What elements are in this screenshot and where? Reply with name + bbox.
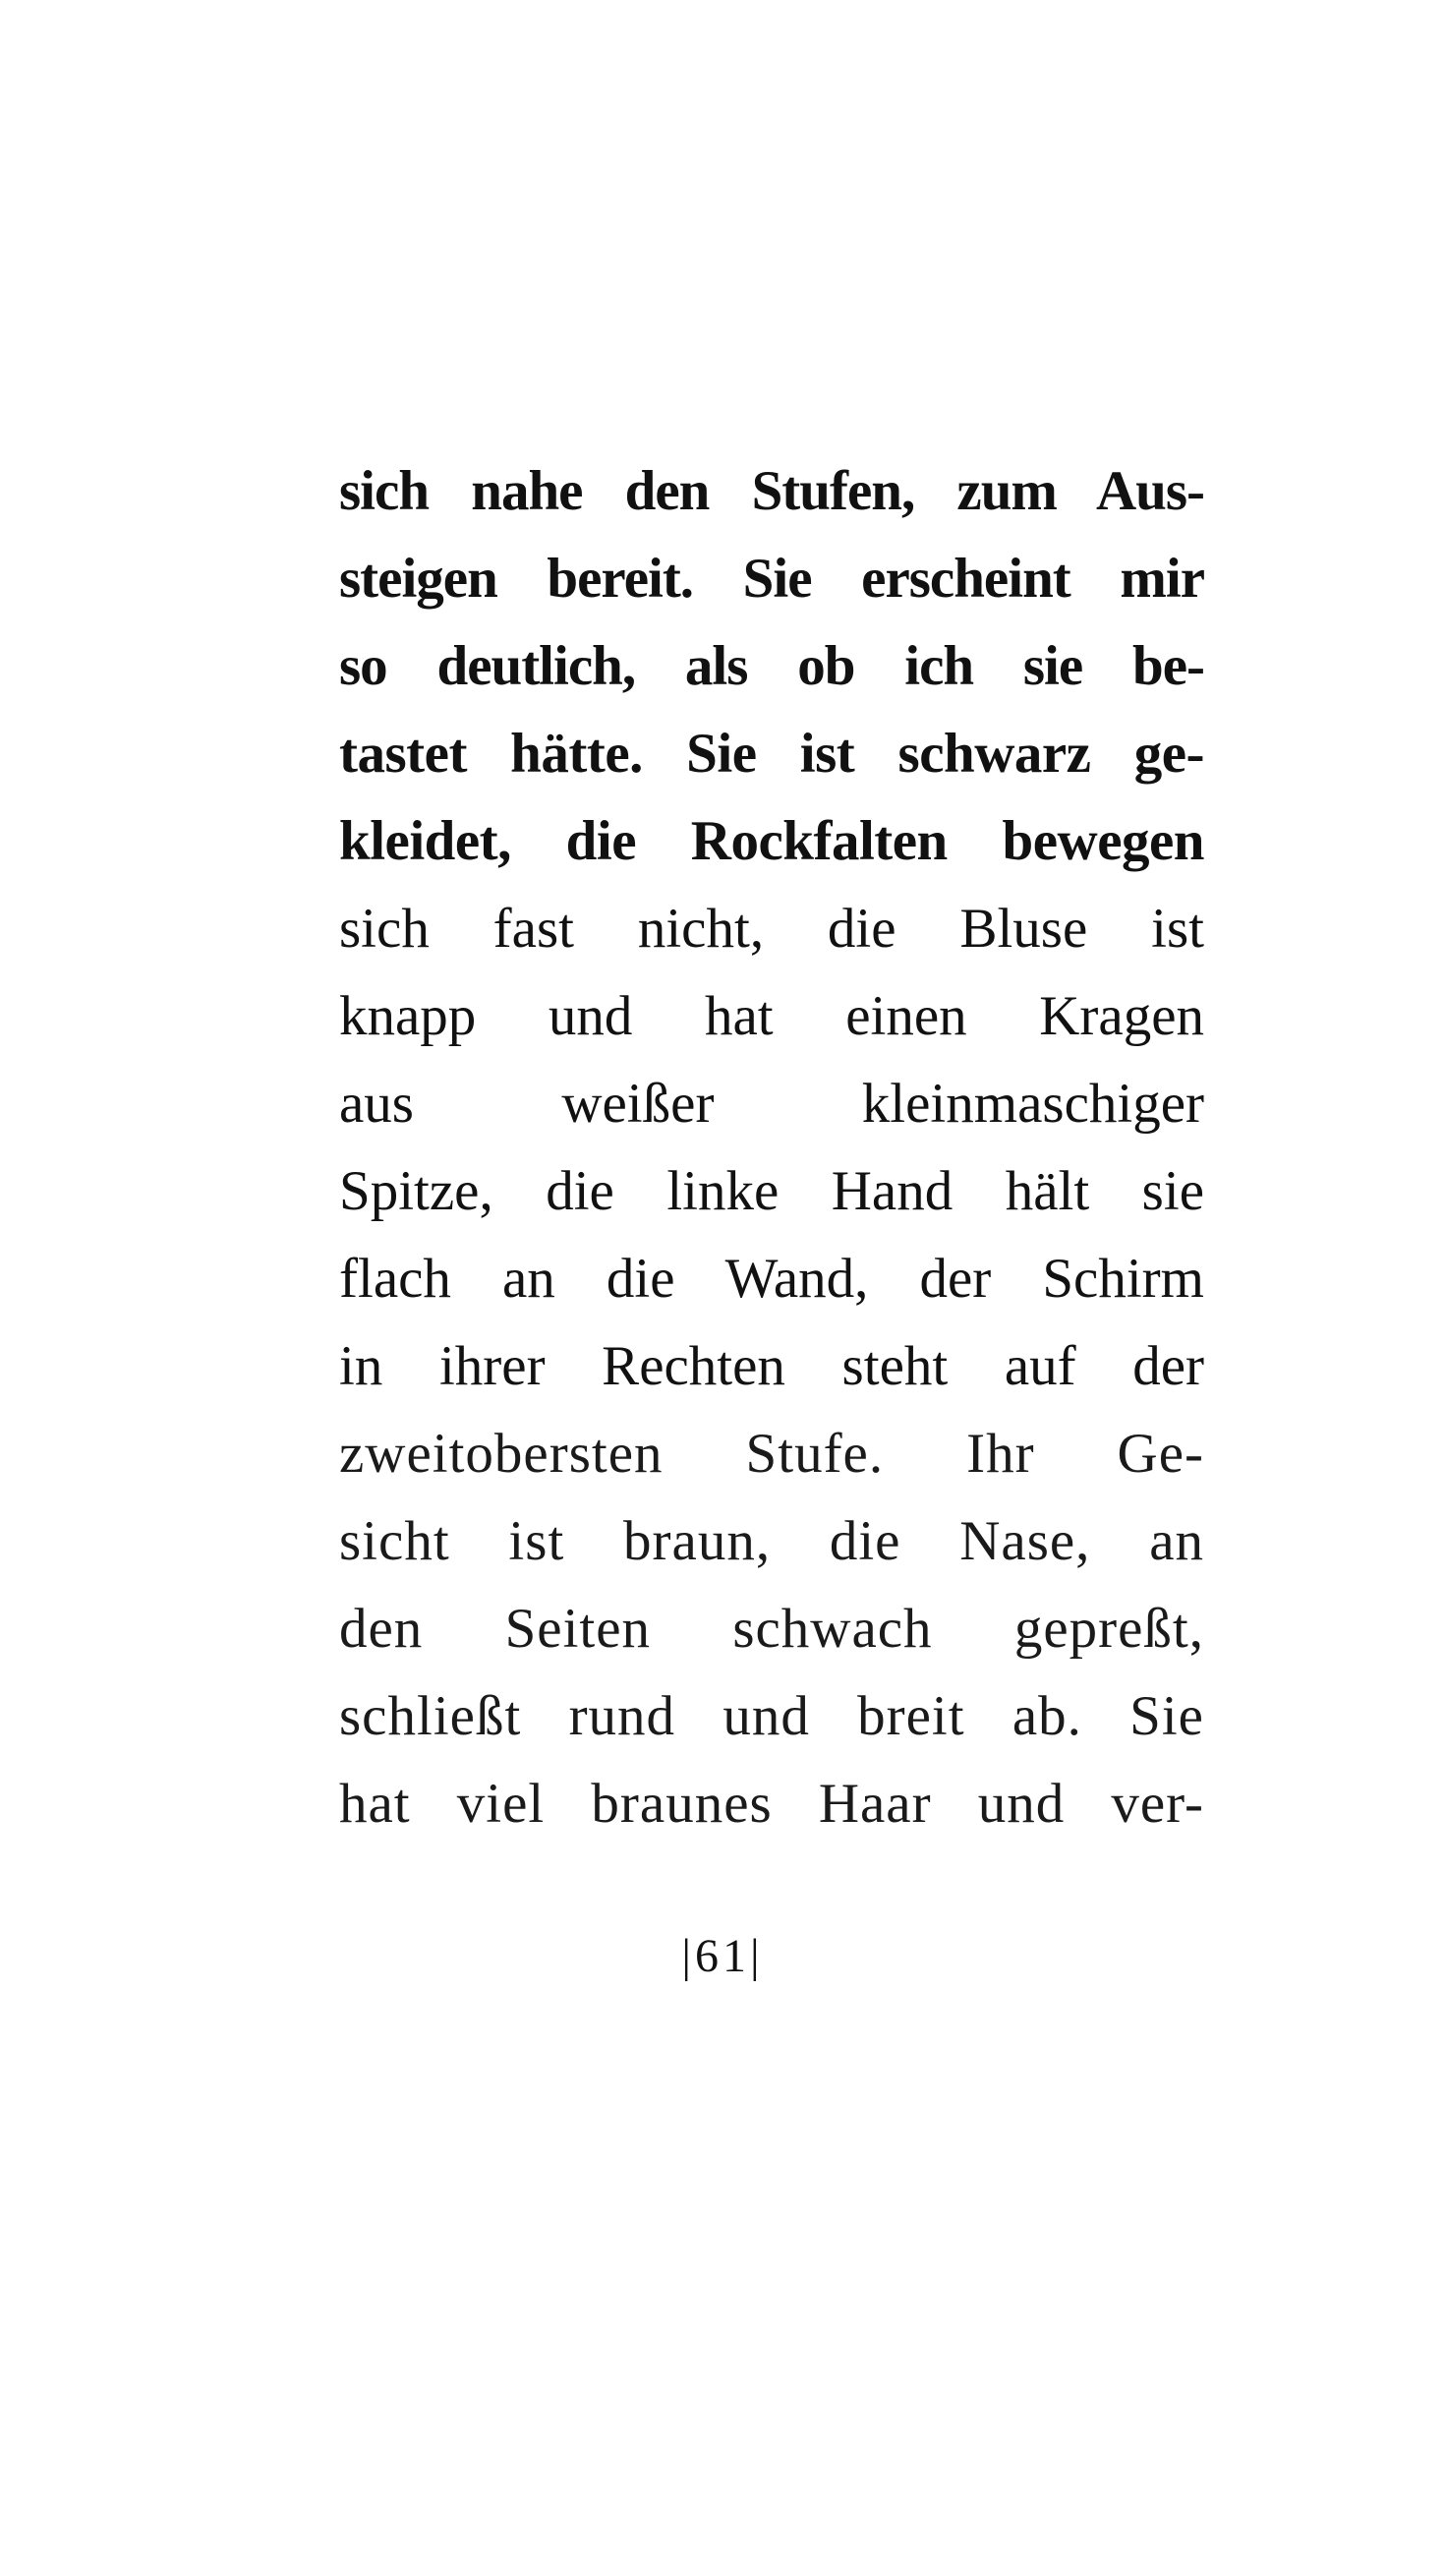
text-line: hat viel braunes Haar und ver- — [339, 1773, 1204, 1835]
text-line: steigen bereit. Sie erscheint mir — [339, 548, 1204, 610]
text-line: kleidet, die Rockfalten bewegen — [339, 810, 1204, 872]
text-line: in ihrer Rechten steht auf der — [339, 1335, 1204, 1397]
text-line: zweitobersten Stufe. Ihr Ge- — [339, 1423, 1204, 1485]
text-line: schließt rund und breit ab. Sie — [339, 1685, 1204, 1747]
body-text — [339, 447, 1204, 1847]
text-line: Spitze, die linke Hand hält sie — [339, 1160, 1204, 1222]
text-line: aus weißer kleinmaschiger — [339, 1073, 1204, 1135]
text-line: sicht ist braun, die Nase, an — [339, 1510, 1204, 1572]
text-line: flach an die Wand, der Schirm — [339, 1248, 1204, 1310]
page-number: |61| — [681, 1930, 764, 1982]
text-line: so deutlich, als ob ich sie be- — [339, 635, 1204, 697]
text-line: sich fast nicht, die Bluse ist — [339, 898, 1204, 960]
text-line: sich nahe den Stufen, zum Aus- — [339, 460, 1204, 522]
text-line: knapp und hat einen Kragen — [339, 985, 1204, 1047]
text-line: den Seiten schwach gepreßt, — [339, 1598, 1204, 1660]
text-line: tastet hätte. Sie ist schwarz ge- — [339, 723, 1204, 785]
